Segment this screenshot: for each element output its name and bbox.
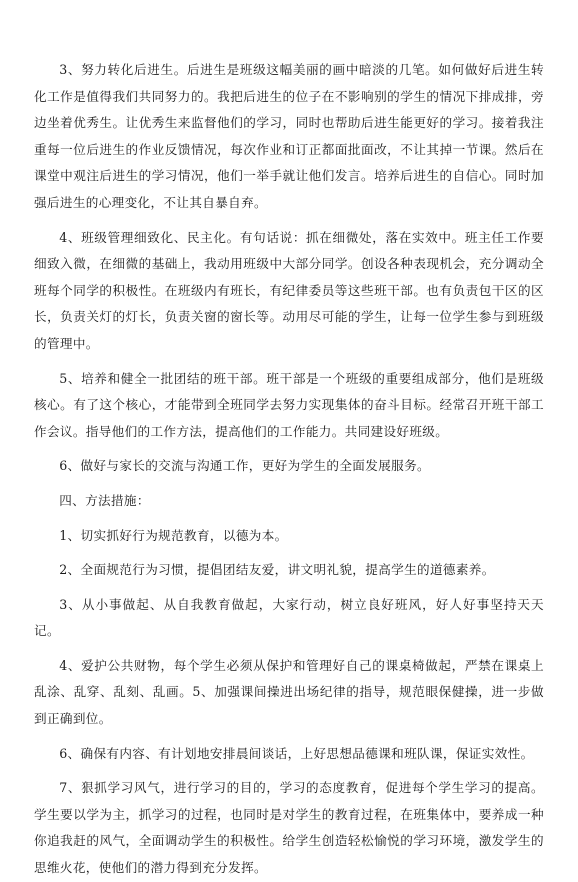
paragraph-class-cadres: 5、培养和健全一批团结的班干部。班干部是一个班级的重要组成部分，他们是班级核心。有了这个核心，才能带到全班同学去努力实现集体的奋斗目标。经常召开班干部工作会议。指导他们的工作方法，提高他们的工作能力。共同建设好班级。 bbox=[34, 370, 544, 439]
section-heading-methods: 四、方法措施： bbox=[59, 492, 150, 508]
paragraph-parent-communication: 6、做好与家长的交流与沟通工作，更好为学生的全面发展服务。 bbox=[59, 458, 430, 474]
list-item-7: 7、狠抓学习风气，进行学习的目的，学习的态度教育，促进每个学生学习的提高。学生要以学为主，抓学习的过程，也同时是对学生的教育过程，在班集体中，要养成一种你追我赶的风气，全面调动学生的积极性。给学生创造轻松愉悦的学习环境，激发学生的思维火花，使他们的潜力得到充分发挥。 bbox=[34, 780, 544, 876]
list-item-4-5: 4、爱护公共财物，每个学生必须从保护和管理好自己的课桌椅做起，严禁在课桌上乱涂、乱穿、乱刻、乱画。5、加强课间操进出场纪律的指导，规范眼保健操，进一步做到正确到位。 bbox=[34, 657, 544, 727]
list-item-3: 3、从小事做起、从自我教育做起，大家行动，树立良好班风，好人好事坚持天天记。 bbox=[34, 596, 544, 639]
paragraph-class-management: 4、班级管理细致化、民主化。有句话说：抓在细微处，落在实效中。班主任工作要细致入微，在细微的基础上，我动用班级中大部分同学。创设各种表现机会，充分调动全班每个同学的积极性。在班级内有班长，有纪律委员等这些班干部。也有负责包干区的区长，负责关灯的灯长，负责关窗的窗长等。动用尽可能的学生，让每一位学生参与到班级的管理中。 bbox=[34, 229, 544, 351]
list-item-2: 2、全面规范行为习惯，提倡团结友爱，讲文明礼貌，提高学生的道德素养。 bbox=[59, 562, 495, 578]
paragraph-transform-students: 3、努力转化后进生。后进生是班级这幅美丽的画中暗淡的几笔。如何做好后进生转化工作是值得我们共同努力的。我把后进生的位子在不影响别的学生的情况下排成排，旁边坐着优秀生。让优秀生来监督他们的学习，同时也帮助后进生能更好的学习。接着我注重每一位后进生的作业反馈情况，每次作业和订正都面批面改，不让其掉一节课。然后在课堂中观注后进生的学习情况，他们一举手就让他们发言。培养后进生的自信心。同时加强后进生的心理变化，不让其自暴自弃。 bbox=[34, 62, 544, 210]
list-item-1: 1、切实抓好行为规范教育，以德为本。 bbox=[59, 527, 288, 543]
list-item-6: 6、确保有内容、有计划地安排晨间谈话，上好思想品德课和班队课，保证实效性。 bbox=[59, 745, 534, 761]
